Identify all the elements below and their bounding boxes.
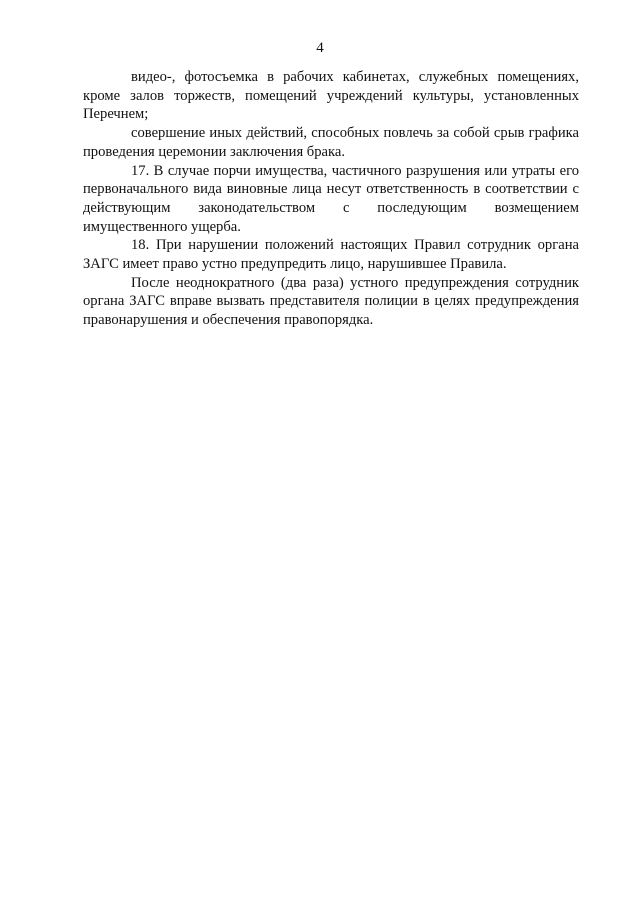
paragraph-17-property-damage: 17. В случае порчи имущества, частичного разрушения или утраты его первоначального вида виновные лица несут ответственность в соответствии с действующим законодательством с последующим возмещением имущественного ущерба. xyxy=(83,162,579,235)
paragraph-police-call: После неоднократного (два раза) устного предупреждения сотрудник органа ЗАГС вправе вызвать представителя полиции в целях предупреждения правонарушения и обеспечения правопорядка. xyxy=(83,274,579,329)
page-number: 4 xyxy=(316,40,324,56)
document-body xyxy=(83,68,579,330)
paragraph-other-actions: совершение иных действий, способных повлечь за собой срыв графика проведения церемонии заключения брака. xyxy=(83,125,579,160)
paragraph-18-rule-violation: 18. При нарушении положений настоящих Правил сотрудник органа ЗАГС имеет право устно предупредить лицо, нарушившее Правила. xyxy=(83,237,579,273)
paragraph-video-photo-filming: видео-, фотосъемка в рабочих кабинетах, служебных помещениях, кроме залов торжеств, помещений учреждений культуры, установленных Перечнем; xyxy=(83,69,579,123)
